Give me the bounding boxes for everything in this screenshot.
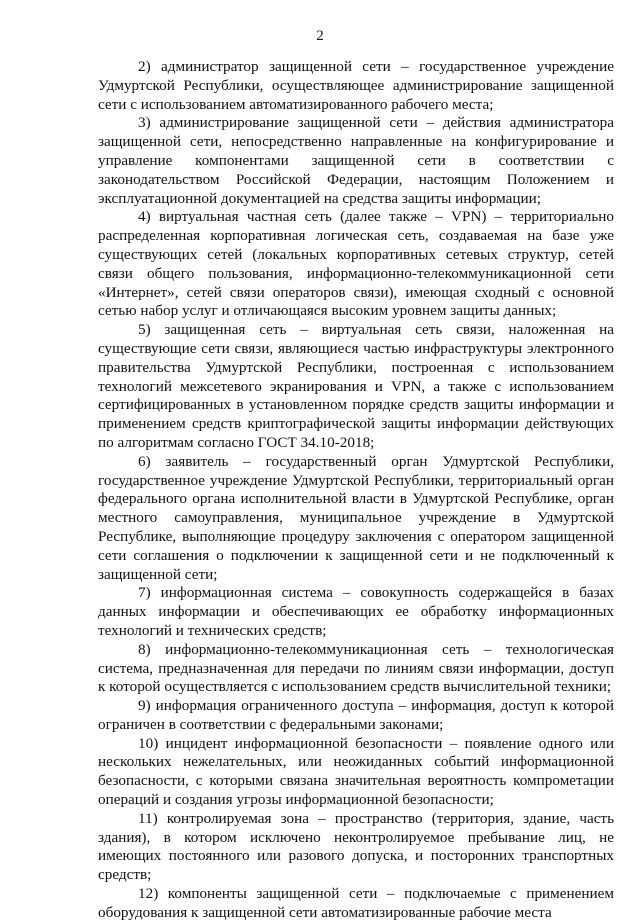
definition-item-restricted-information: 9) информация ограниченного доступа – информация, доступ к которой ограничен в соответствии с федеральными законами; [98, 697, 614, 733]
definition-item-vpn: 4) виртуальная частная сеть (далее также – VPN) – территориально распределенная корпоративная логическая сеть, создаваемая на базе уже существующих сетей (локальных корпоративных сетевых структур, сетей связи общего пользования, информационно-телекоммуникационной сети «Интернет», сетей связи операторов связи), имеющая сходный с основной сетью набор услуг и отличающаяся высоким уровнем защиты данных; [98, 208, 614, 320]
definition-item-controlled-zone: 11) контролируемая зона – пространство (территория, здание, часть здания), в котором исключено неконтролируемое пребывание лиц, не имеющих постоянного или разового допуска, и посторонних транспортных средств; [98, 809, 614, 884]
page-number: 2 [316, 28, 324, 44]
definition-item-secure-network: 5) защищенная сеть – виртуальная сеть связи, наложенная на существующие сети связи, являющиеся частью инфраструктуры электронного правительства Удмуртской Республики, построенная с использованием технологий межсетевого экранирования и VPN, а также с использованием сертифицированных в установленном порядке средств защиты информации и применением средств криптографической защиты информации действующих по алгоритмам согласно ГОСТ 34.10-2018; [98, 321, 614, 451]
definition-item-information-system: 7) информационная система – совокупность содержащейся в базах данных информации и обеспечивающих ее обработку информационных технологий и технических средств; [98, 584, 614, 639]
definition-item-applicant: 6) заявитель – государственный орган Удмуртской Республики, государственное учреждение Удмуртской Республики, территориальный орган федерального органа исполнительной власти в Удмуртской Республике, орган местного самоуправления, муниципальное учреждение в Удмуртской Республике, выполняющие процедуру заключения с оператором защищенной сети соглашения о подключении к защищенной сети и не подключенный к защищенной сети; [98, 452, 614, 583]
definition-item-telecom-network: 8) информационно-телекоммуникационная сеть – технологическая система, предназначенная для передачи по линиям связи информации, доступ к которой осуществляется с использованием средств вычислительной техники; [98, 640, 614, 696]
document-body [98, 58, 614, 923]
definition-item-security-incident: 10) инцидент информационной безопасности – появление одного или нескольких нежелательных, или неожиданных событий информационной безопасности, с которыми связана значительная вероятность компрометации операций и создания угрозы информационной безопасности; [98, 734, 614, 809]
definition-item-administrator: 2) администратор защищенной сети – государственное учреждение Удмуртской Республики, осуществляющее администрирование защищенной сети с использованием автоматизированного рабочего места; [98, 58, 614, 113]
definition-item-network-components: 12) компоненты защищенной сети – подключаемые с применением оборудования к защищенной сети автоматизированные рабочие места [98, 885, 614, 921]
definition-item-administration: 3) администрирование защищенной сети – действия администратора защищенной сети, непосредственно направленные на конфигурирование и управление компонентами защищенной сети в соответствии с законодательством Российской Федерации, настоящим Положением и эксплуатационной документацией на средства защиты информации; [98, 114, 614, 207]
